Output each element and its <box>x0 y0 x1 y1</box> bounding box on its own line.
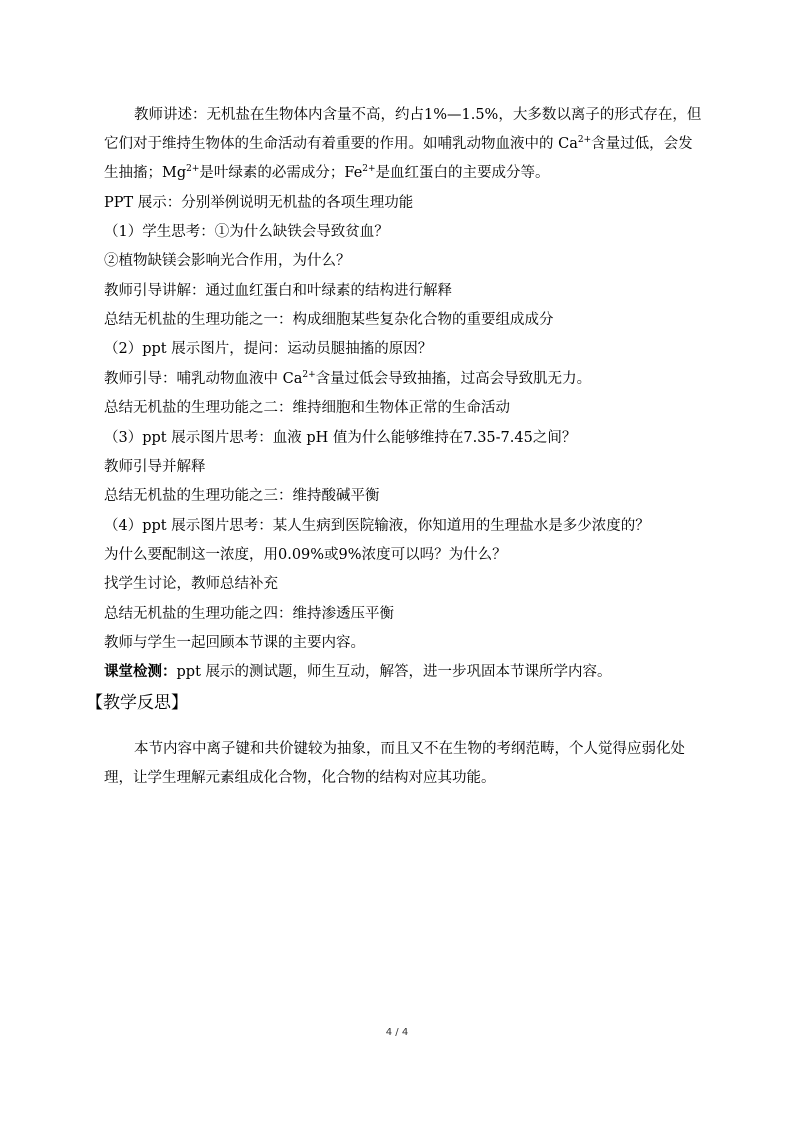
teacher-guide-1-line <box>104 280 724 302</box>
text: PPT 展示：分别举例说明无机盐的各项生理功能 <box>104 195 414 211</box>
text: 含量过低，会发 <box>591 136 693 152</box>
text: 总结无机盐的生理功能之一：构成细胞某些复杂化合物的重要组成成分 <box>104 312 554 328</box>
discussion-line <box>104 573 724 595</box>
text: 教师引导：哺乳动物血液中 Ca <box>104 371 303 387</box>
text: 是血红蛋白的主要成分等。 <box>375 165 550 181</box>
text: 生抽搐；Mg <box>104 165 187 181</box>
text: 是叶绿素的必需成分；Fe <box>199 165 363 181</box>
text: 教师与学生一起回顾本节课的主要内容。 <box>104 635 365 651</box>
text: ②植物缺镁会影响光合作用，为什么？ <box>104 253 351 269</box>
text: 教师引导并解释 <box>104 459 206 475</box>
classroom-check-label: 课堂检测： <box>104 663 177 680</box>
text: （2）ppt 展示图片，提问：运动员腿抽搐的原因？ <box>104 341 433 357</box>
teacher-guide-2-line <box>104 368 724 390</box>
paragraph-teacher-lecture-line-2 <box>104 133 724 155</box>
paragraph-teacher-lecture-line-3 <box>104 162 724 184</box>
text: 含量过低会导致抽搐，过高会导致肌无力。 <box>315 371 592 387</box>
question-3-line <box>104 427 724 449</box>
superscript-charge: 2+ <box>302 370 316 381</box>
teacher-guide-3-line <box>104 456 724 478</box>
text: 它们对于维持生物体的生命活动有着重要的作用。如哺乳动物血液中的 Ca <box>104 136 578 152</box>
text: 总结无机盐的生理功能之三：维持酸碱平衡 <box>104 488 380 504</box>
summary-4-line <box>104 603 724 625</box>
superscript-charge: 2+ <box>577 135 592 146</box>
text: （1）学生思考：①为什么缺铁会导致贫血？ <box>104 224 389 240</box>
question-2-line <box>104 338 724 360</box>
text: 找学生讨论，教师总结补充 <box>104 576 278 592</box>
reflection-line-1 <box>134 738 724 760</box>
text: （3）ppt 展示图片思考：血液 pH 值为什么能够维持在7.35-7.45之间？ <box>104 430 577 446</box>
text: ppt 展示的测试题，师生互动，解答，进一步巩固本节课所学内容。 <box>176 664 612 680</box>
text: 理，让学生理解元素组成化合物，化合物的结构对应其功能。 <box>104 770 496 786</box>
superscript-charge: 2+ <box>186 164 200 175</box>
question-4b-line <box>104 544 724 566</box>
classroom-check-line <box>104 661 724 683</box>
summary-3-line <box>104 485 724 507</box>
review-line <box>104 632 724 654</box>
text: 为什么要配制这一浓度，用0.09%或9%浓度可以吗？为什么？ <box>104 547 507 563</box>
text: （4）ppt 展示图片思考：某人生病到医院输液，你知道用的生理盐水是多少浓度的？ <box>104 518 650 534</box>
paragraph-teacher-lecture-line-1 <box>134 104 724 126</box>
page-number: 4 / 4 <box>385 1027 409 1038</box>
question-4-line <box>104 515 724 537</box>
text: 本节内容中离子键和共价键较为抽象，而且又不在生物的考纲范畴，个人觉得应弱化处 <box>134 741 685 757</box>
section-heading-teaching-reflection: 【教学反思】 <box>86 693 188 713</box>
summary-1-line <box>104 309 724 331</box>
reflection-line-2 <box>104 767 724 789</box>
ppt-show-line <box>104 192 724 214</box>
text: 教师引导讲解：通过血红蛋白和叶绿素的结构进行解释 <box>104 283 452 299</box>
text: 总结无机盐的生理功能之二：维持细胞和生物体正常的生命活动 <box>104 400 510 416</box>
question-1-line <box>104 221 724 243</box>
text: 总结无机盐的生理功能之四：维持渗透压平衡 <box>104 606 394 622</box>
summary-2-line <box>104 397 724 419</box>
superscript-charge: 2+ <box>362 164 376 175</box>
question-1b-line <box>104 250 724 272</box>
text: 教师讲述：无机盐在生物体内含量不高，约占1%—1.5%，大多数以离子的形式存在，但 <box>134 107 702 123</box>
